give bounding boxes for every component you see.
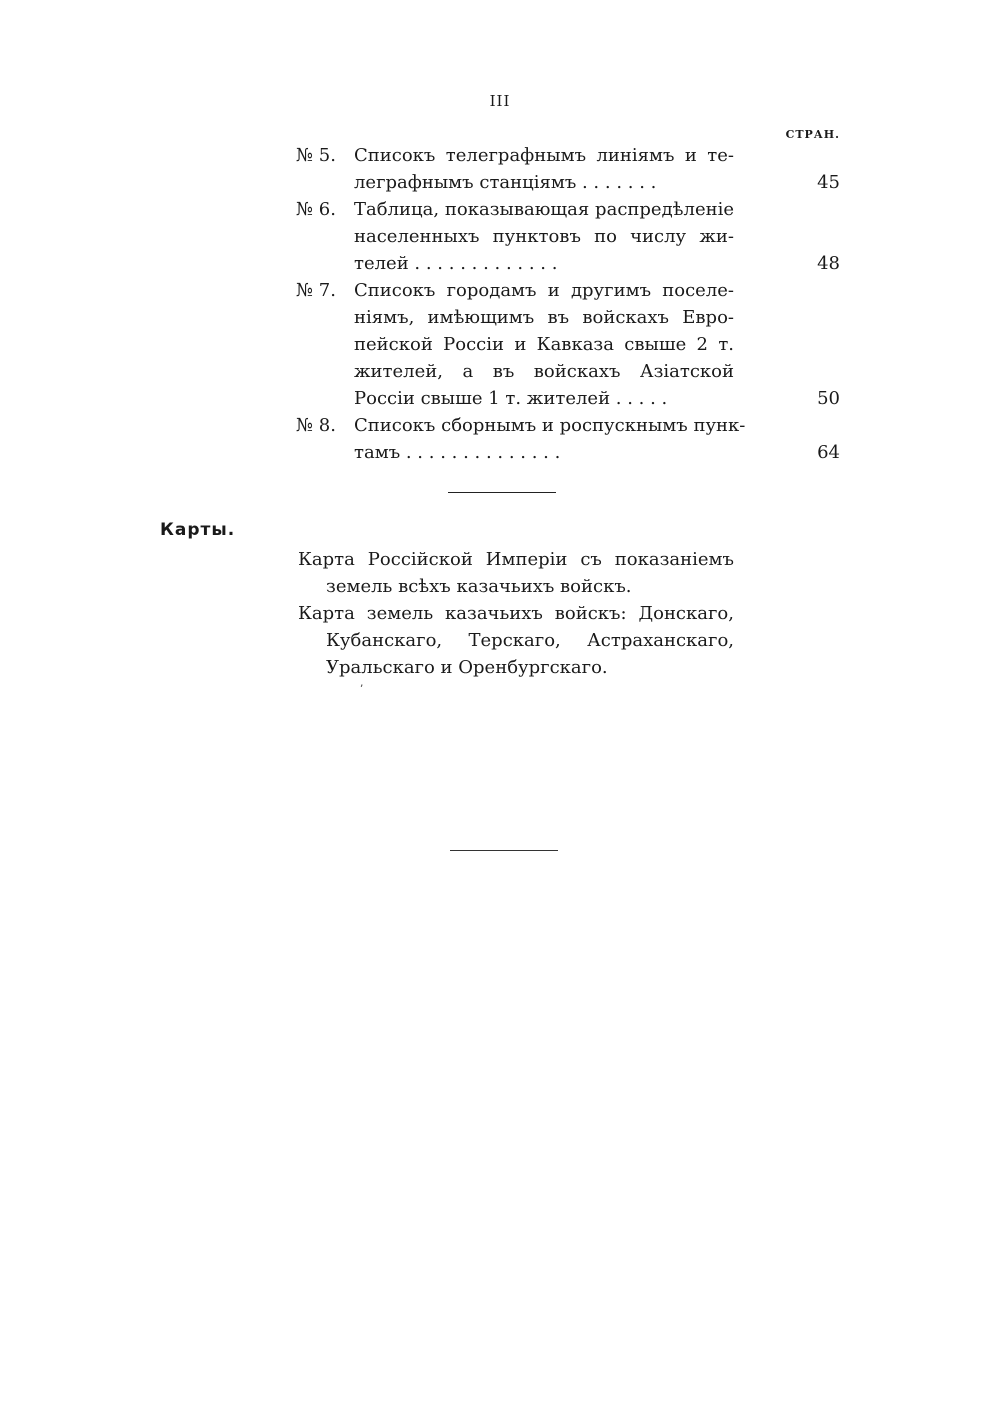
- map-item-line: Уральскаго и Оренбургскаго.: [326, 657, 608, 678]
- entry-text-line: Списокъ телеграфнымъ линіямъ и те-: [354, 145, 734, 166]
- entry-page: 50: [817, 388, 840, 409]
- entry-number: № 6.: [296, 199, 336, 220]
- entry-page: 64: [817, 442, 840, 463]
- entry-page: 45: [817, 172, 840, 193]
- entry-text-line: леграфнымъ станціямъ . . . . . . .: [354, 172, 657, 193]
- map-item-line: Карта земель казачьихъ войскъ: Донскаго,: [298, 603, 734, 624]
- entry-number: № 7.: [296, 280, 336, 301]
- map-item-line: Карта Россійской Имперіи съ показаніемъ: [298, 549, 734, 570]
- map-item-line: земель всѣхъ казачьихъ войскъ.: [326, 576, 632, 597]
- entry-text-line: Россіи свыше 1 т. жителей . . . . .: [354, 388, 668, 409]
- entry-text-line: тамъ . . . . . . . . . . . . . .: [354, 442, 561, 463]
- maps-heading: Карты.: [160, 520, 236, 540]
- entry-number: № 5.: [296, 145, 336, 166]
- map-item-line: Кубанскаго, Терскаго, Астраханскаго,: [326, 630, 734, 651]
- entry-text-line: ніямъ, имѣющимъ въ войскахъ Евро-: [354, 307, 734, 328]
- ink-speck: ’: [360, 684, 364, 695]
- entry-text-line: пейской Россіи и Кавказа свыше 2 т.: [354, 334, 734, 355]
- end-divider: [450, 850, 558, 851]
- entry-text-line: жителей, а въ войскахъ Азіатской: [354, 361, 734, 382]
- page-column-header: СТРАН.: [785, 128, 840, 141]
- entry-text-line: Таблица, показывающая распредѣленіе: [354, 199, 734, 220]
- entry-text-line: населенныхъ пунктовъ по числу жи-: [354, 226, 734, 247]
- entry-number: № 8.: [296, 415, 336, 436]
- entry-text-line: Списокъ сборнымъ и роспускнымъ пунк-: [354, 415, 746, 436]
- section-divider: [448, 492, 556, 493]
- entry-page: 48: [817, 253, 840, 274]
- page-number: III: [489, 92, 511, 110]
- entry-text-line: Списокъ городамъ и другимъ поселе-: [354, 280, 734, 301]
- entry-text-line: телей . . . . . . . . . . . . .: [354, 253, 558, 274]
